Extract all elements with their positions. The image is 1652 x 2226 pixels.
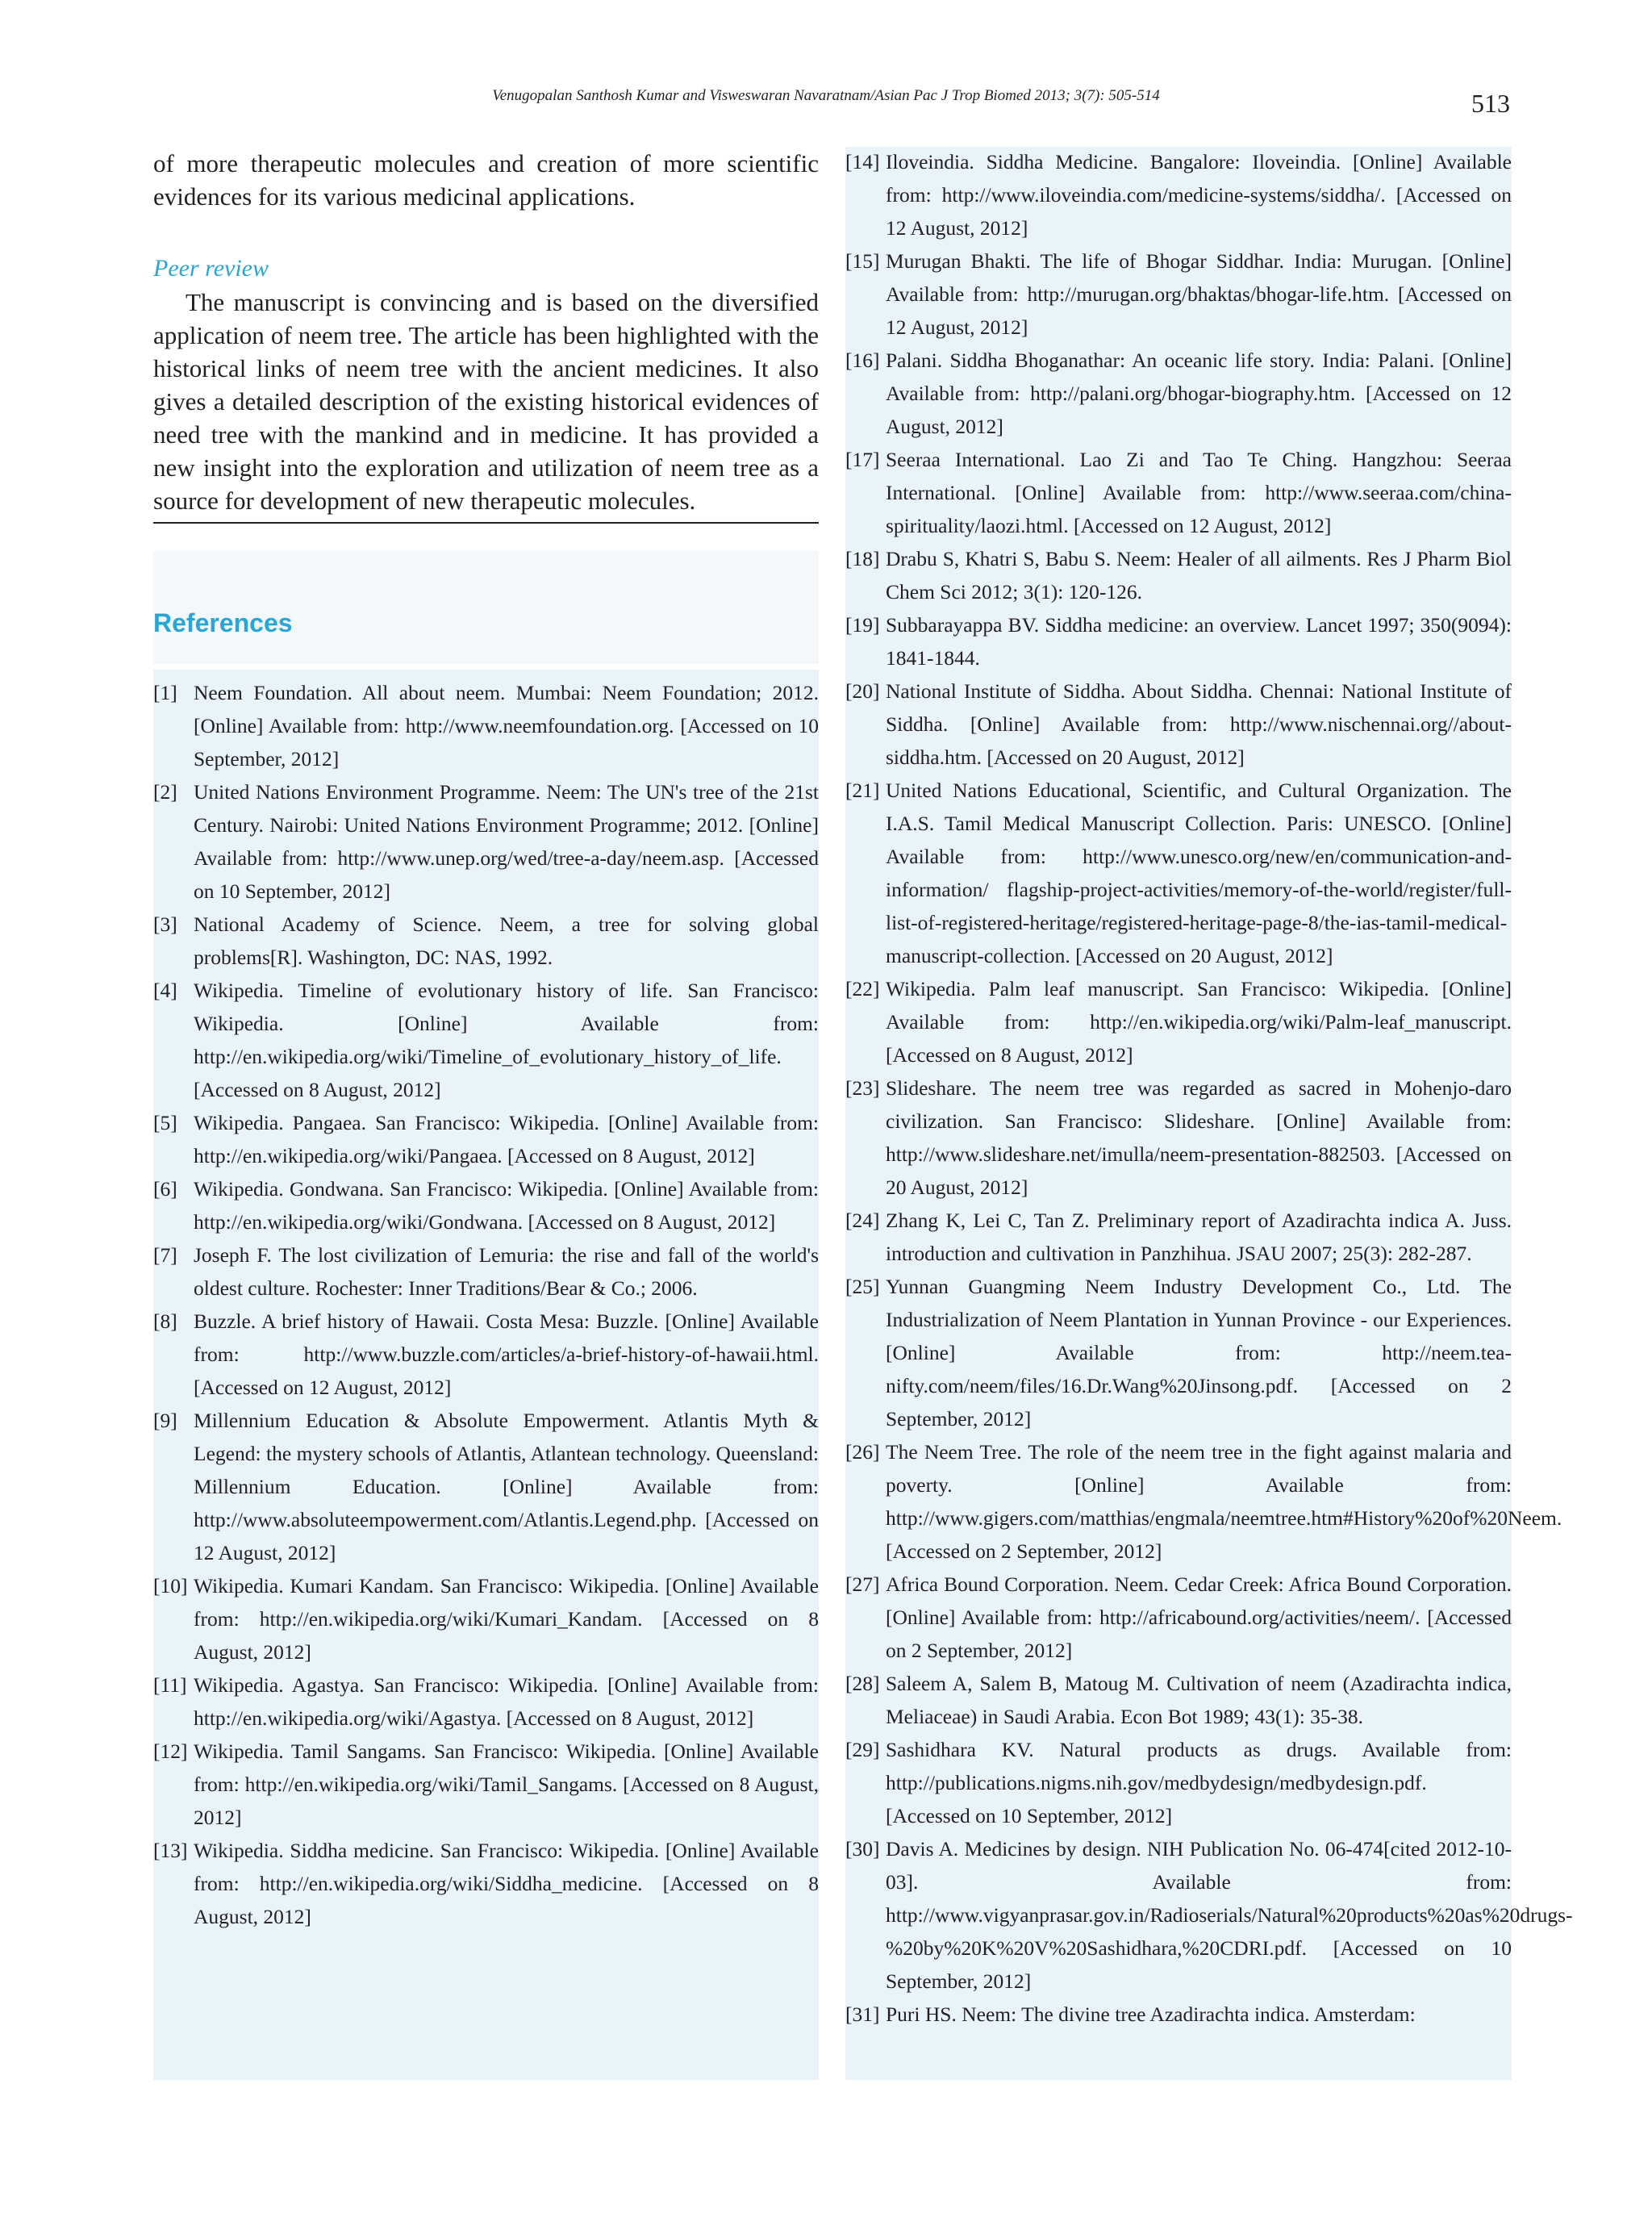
reference-item [845, 1832, 1573, 1998]
reference-number: [2] [153, 780, 177, 804]
reference-item [845, 542, 1512, 608]
reference-number: [29] [845, 1738, 880, 1761]
running-head: Venugopalan Santhosh Kumar and Visweswaran Navaratnam/Asian Pac J Trop Biomed 2013; 3(7): 505-514 [492, 87, 1160, 104]
reference-number: [25] [845, 1275, 880, 1298]
reference-item [153, 1735, 819, 1834]
reference-text: Murugan Bhakti. The life of Bhogar Siddhar. India: Murugan. [Online] Available from: http://murugan.org/bhaktas/bhogar-life.htm. [Accessed on 12 August, 2012] [886, 249, 1512, 339]
peer-review-title: Peer review [153, 255, 269, 282]
reference-number: [10] [153, 1574, 188, 1597]
reference-item [845, 443, 1512, 542]
reference-text: United Nations Educational, Scientific, and Cultural Organization. The I.A.S. Tamil Medical Manuscript Collection. Paris: UNESCO. [Online] Available from: http://www.unesco.org/new/en/communication-and-information/ flagship-project-activities/memory-of-the-world/register/full-list-of-registered-heritage/registered-heritage-page-8/the-ias-tamil-medical-manuscript-collection. [Accessed on 20 August, 2012] [886, 779, 1512, 967]
reference-text: Joseph F. The lost civilization of Lemuria: the rise and fall of the world's oldest culture. Rochester: Inner Traditions/Bear & Co.; 2006. [194, 1243, 819, 1300]
reference-number: [15] [845, 249, 880, 273]
references-list-right [845, 145, 1573, 2031]
reference-number: [22] [845, 977, 880, 1000]
reference-text: Neem Foundation. All about neem. Mumbai: Neem Foundation; 2012. [Online] Available from: http://www.neemfoundation.org. [Accessed on 10 September, 2012] [194, 681, 819, 771]
reference-item [845, 344, 1512, 443]
reference-item [845, 1667, 1512, 1733]
reference-number: [27] [845, 1572, 880, 1596]
reference-text: Palani. Siddha Bhoganathar: An oceanic life story. India: Palani. [Online] Available from: http://palani.org/bhogar-biography.htm. [Accessed on 12 August, 2012] [886, 349, 1512, 438]
reference-item [153, 1404, 819, 1569]
reference-item [845, 1998, 1512, 2031]
reference-number: [12] [153, 1739, 188, 1763]
reference-text: Millennium Education & Absolute Empowerment. Atlantis Myth & Legend: the mystery schools of Atlantis, Atlantean technology. Queensland: Millennium Education. [Online] Available from: http://www.absoluteempowerment.com/Atlantis.Legend.php. [Accessed on 12 August, 2012] [194, 1409, 819, 1564]
reference-item [845, 244, 1512, 344]
reference-item [153, 1106, 819, 1172]
reference-text: Wikipedia. Timeline of evolutionary history of life. San Francisco: Wikipedia. [Online] Available from: http://en.wikipedia.org/wiki/Timeline_of_evolutionary_history_of_life. [Accessed on 8 August, 2012] [194, 979, 819, 1101]
reference-item [153, 1834, 819, 1933]
reference-text: Sashidhara KV. Natural products as drugs. Available from: http://publications.nigms.nih.gov/medbydesign/medbydesign.pdf. [Accessed on 10 September, 2012] [886, 1738, 1512, 1827]
reference-item [845, 1071, 1512, 1204]
reference-item [153, 908, 819, 974]
reference-number: [24] [845, 1209, 880, 1232]
reference-text: Saleem A, Salem B, Matoug M. Cultivation of neem (Azadirachta indica, Meliaceae) in Saudi Arabia. Econ Bot 1989; 43(1): 35-38. [886, 1672, 1512, 1728]
reference-text: United Nations Environment Programme. Neem: The UN's tree of the 21st Century. Nairobi: United Nations Environment Programme; 2012. [Online] Available from: http://www.unep.org/wed/tree-a-day/neem.asp. [Accessed on 10 September, 2012] [194, 780, 819, 903]
reference-item [153, 1569, 819, 1668]
reference-text: Slideshare. The neem tree was regarded as sacred in Mohenjo-daro civilization. San Francisco: Slideshare. [Online] Available from: http://www.slideshare.net/imulla/neem-presentation-882503. [Accessed on 20 August, 2012] [886, 1076, 1512, 1199]
reference-text: National Academy of Science. Neem, a tree for solving global problems[R]. Washington, DC: NAS, 1992. [194, 913, 819, 969]
reference-item [153, 676, 819, 775]
reference-text: Davis A. Medicines by design. NIH Publication No. 06-474[cited 2012-10-03]. Available from: http://www.vigyanprasar.gov.in/Radioserials/Natural%20products%20as%20drugs-%20by%20K%20V%20Sashidhara,%20CDRI.pdf. [Accessed on 10 September, 2012] [886, 1837, 1573, 1993]
reference-number: [31] [845, 2003, 880, 2026]
peer-review-rule [153, 522, 819, 524]
reference-text: Zhang K, Lei C, Tan Z. Preliminary report of Azadirachta indica A. Juss. introduction and cultivation in Panzhihua. JSAU 2007; 25(3): 282-287. [886, 1209, 1512, 1265]
reference-item [153, 1172, 819, 1238]
reference-text: Seeraa International. Lao Zi and Tao Te Ching. Hangzhou: Seeraa International. [Online] Available from: http://www.seeraa.com/china-spirituality/laozi.html. [Accessed on 12 August, 2012] [886, 448, 1512, 537]
reference-text: Yunnan Guangming Neem Industry Development Co., Ltd. The Industrialization of Neem Plantation in Yunnan Province - our Experiences. [Online] Available from: http://neem.tea-nifty.com/neem/files/16.Dr.Wang%20Jinsong.pdf. [Accessed on 2 September, 2012] [886, 1275, 1512, 1430]
reference-number: [28] [845, 1672, 880, 1695]
reference-item [845, 1435, 1562, 1568]
reference-number: [9] [153, 1409, 177, 1432]
reference-item [845, 1568, 1512, 1667]
reference-number: [4] [153, 979, 177, 1002]
reference-number: [3] [153, 913, 177, 936]
reference-number: [30] [845, 1837, 880, 1861]
reference-number: [13] [153, 1839, 188, 1862]
reference-number: [26] [845, 1440, 880, 1464]
reference-number: [11] [153, 1673, 187, 1697]
peer-review-text: The manuscript is convincing and is based on the diversified application of neem tree. The article has been highlighted with the historical links of neem tree with the ancient medicines. It also gives a detailed description of the existing historical evidences of need tree with the mankind and in medicine. It has provided a new insight into the exploration and utilization of neem tree as a source for development of new therapeutic molecules. [153, 288, 819, 515]
reference-text: Wikipedia. Kumari Kandam. San Francisco: Wikipedia. [Online] Available from: http://en.wikipedia.org/wiki/Kumari_Kandam. [Accessed on 8 August, 2012] [194, 1574, 819, 1664]
reference-text: Puri HS. Neem: The divine tree Azadirachta indica. Amsterdam: [886, 2003, 1416, 2026]
references-title: References [153, 608, 293, 637]
page-number: 513 [1471, 89, 1510, 118]
reference-number: [6] [153, 1177, 177, 1201]
peer-review-box-background [153, 551, 819, 664]
reference-item [153, 974, 819, 1106]
reference-item [845, 1204, 1512, 1270]
reference-number: [7] [153, 1243, 177, 1267]
reference-text: Iloveindia. Siddha Medicine. Bangalore: Iloveindia. [Online] Available from: http://www.iloveindia.com/medicine-systems/siddha/. [Accessed on 12 August, 2012] [886, 150, 1512, 240]
reference-text: Wikipedia. Agastya. San Francisco: Wikipedia. [Online] Available from: http://en.wikipedia.org/wiki/Agastya. [Accessed on 8 August, 2012] [194, 1673, 819, 1730]
reference-item [845, 1270, 1512, 1435]
references-list-left [153, 676, 819, 1933]
reference-number: [23] [845, 1076, 880, 1100]
reference-text: National Institute of Siddha. About Siddha. Chennai: National Institute of Siddha. [Online] Available from: http://www.nischennai.org//about-siddha.htm. [Accessed on 20 August, 2012] [886, 679, 1512, 769]
reference-item [845, 972, 1512, 1071]
reference-number: [16] [845, 349, 880, 372]
reference-item [153, 1668, 819, 1735]
reference-item [153, 775, 819, 908]
intro-paragraph: of more therapeutic molecules and creation of more scientific evidences for its various medicinal applications. [153, 149, 819, 211]
reference-number: [19] [845, 613, 880, 637]
reference-text: Buzzle. A brief history of Hawaii. Costa Mesa: Buzzle. [Online] Available from: http://www.buzzle.com/articles/a-brief-history-of-hawaii.html. [Accessed on 12 August, 2012] [194, 1309, 819, 1399]
reference-number: [5] [153, 1111, 177, 1134]
left-column [153, 147, 819, 524]
reference-number: [18] [845, 547, 880, 570]
reference-text: The Neem Tree. The role of the neem tree in the fight against malaria and poverty. [Online] Available from: http://www.gigers.com/matthias/engmala/neemtree.htm#History%20of%20Neem. [Accessed on 2 September, 2012] [886, 1440, 1562, 1563]
reference-text: Drabu S, Khatri S, Babu S. Neem: Healer of all ailments. Res J Pharm Biol Chem Sci 2012; 3(1): 120-126. [886, 547, 1512, 603]
reference-text: Africa Bound Corporation. Neem. Cedar Creek: Africa Bound Corporation. [Online] Available from: http://africabound.org/activities/neem/. [Accessed on 2 September, 2012] [886, 1572, 1512, 1662]
reference-text: Wikipedia. Palm leaf manuscript. San Francisco: Wikipedia. [Online] Available from: http://en.wikipedia.org/wiki/Palm-leaf_manuscript. [Accessed on 8 August, 2012] [886, 977, 1512, 1067]
reference-text: Wikipedia. Gondwana. San Francisco: Wikipedia. [Online] Available from: http://en.wikipedia.org/wiki/Gondwana. [Accessed on 8 August, 2012] [194, 1177, 819, 1234]
reference-item [845, 1733, 1512, 1832]
reference-number: [1] [153, 681, 177, 704]
reference-text: Wikipedia. Siddha medicine. San Francisco: Wikipedia. [Online] Available from: http://en.wikipedia.org/wiki/Siddha_medicine. [Accessed on 8 August, 2012] [194, 1839, 819, 1928]
reference-number: [14] [845, 150, 880, 173]
reference-number: [8] [153, 1309, 177, 1333]
reference-number: [21] [845, 779, 880, 802]
reference-item [845, 145, 1512, 244]
reference-item [153, 1238, 819, 1305]
reference-item [845, 608, 1512, 674]
reference-item [845, 774, 1512, 972]
reference-item [153, 1305, 819, 1404]
reference-number: [20] [845, 679, 880, 703]
reference-text: Wikipedia. Tamil Sangams. San Francisco: Wikipedia. [Online] Available from: http://en.wikipedia.org/wiki/Tamil_Sangams. [Accessed on 8 August, 2012] [194, 1739, 819, 1829]
reference-item [845, 674, 1512, 774]
reference-text: Subbarayappa BV. Siddha medicine: an overview. Lancet 1997; 350(9094): 1841-1844. [886, 613, 1512, 670]
reference-text: Wikipedia. Pangaea. San Francisco: Wikipedia. [Online] Available from: http://en.wikipedia.org/wiki/Pangaea. [Accessed on 8 August, 2012] [194, 1111, 819, 1167]
reference-number: [17] [845, 448, 880, 471]
